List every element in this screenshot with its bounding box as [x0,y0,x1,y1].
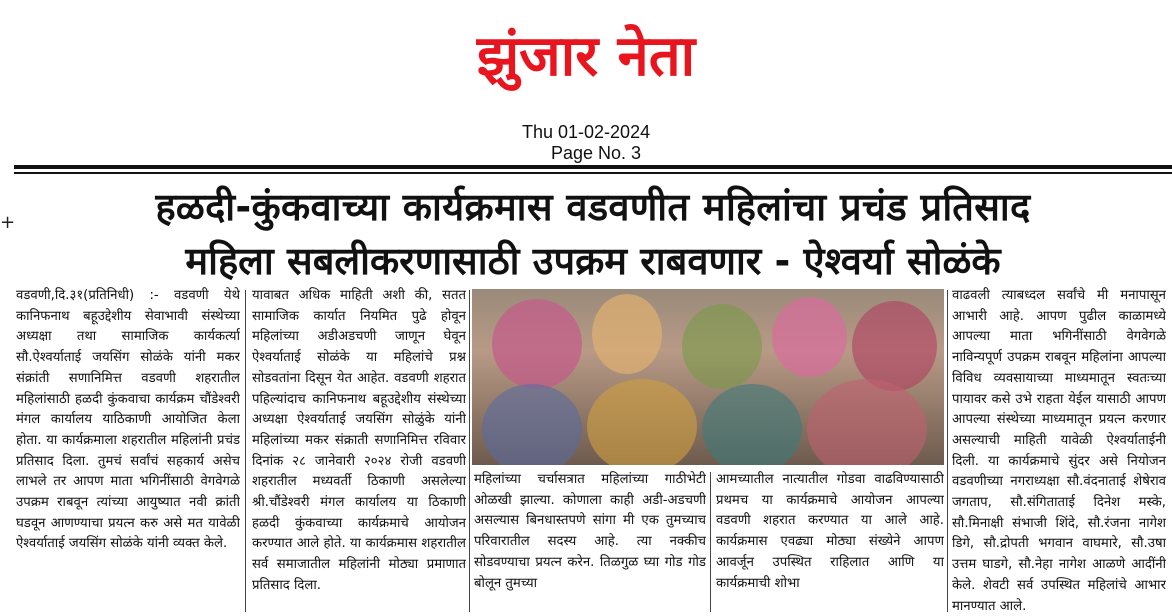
column-divider [469,290,470,612]
event-photo [472,289,944,465]
top-rule-thick [14,165,1172,169]
article-column-5: वाढवली त्याबध्दल सर्वांचे मी मनापासून आभारी आहे. आपण पुढील काळामध्ये आपल्या माता भगिनींसाठी वेगवेगळे नाविन्यपूर्ण उपक्रम राबवून महिलांना आपल्या विविध व्यवसायाच्या माध्यमातून स्वतःच्या पायावर कसे उभे राहता येईल यासाठी आपण आपल्या संस्थेच्या माध्यमातून प्रयत्न करणार असल्याची माहिती यावेळी ऐश्वर्याताईनी दिली. या कार्यक्रमाचे सुंदर असे नियोजन वडवणीच्या नगराध्यक्षा सौ.वंदनाताई शेषेराव जगताप, सौ.संगिताताई दिनेश मस्के, सौ.मिनाक्षी संभाजी शिंदे, सौ.रंजना नागेश डिगे, सौ.द्रोपती भगवान वाघमारे, सौ.उषा उत्तम घाडगे, सौ.नेहा नागेश आळणे आदींनी केले. शेवटी सर्व उपस्थित महिलांचे आभार मानण्यात आले. [952,288,1166,614]
top-rule-thin [14,172,1172,174]
headline: हळदी-कुंकवाच्या कार्यक्रमास वडवणीत महिलांचा प्रचंड प्रतिसाद [155,185,1031,229]
article-column-1: वडवणी,दि.३१(प्रतिनिधी) :- वडवणी येथे कानिफनाथ बहूउद्देशीय सेवाभावी संस्थेच्या अध्यक्षा तथा सामाजिक कार्यकर्त्या सौ.ऐश्वर्याताई जयसिंग सोळंके यांनी मकर संक्रांती सणानिमित्त वडवणी शहरातील महिलांसाठी हळदी कुंकवाचा कार्यक्रम चौंडेश्वरी मंगल कार्यालय याठिकाणी आयोजित केला होता. या कार्यक्रमाला शहरातील महिलांनी प्रचंड प्रतिसाद दिला. तुमचं सर्वांचं सहकार्य असेच लाभले तर आपण माता भगिनींसाठी वेगवेगळे उपक्रम राबवून त्यांच्या आयुष्यात नवी क्रांती घडवून आणण्याचा प्रयत्न करु असे मत यावेळी ऐश्वर्याताई जयसिंग सोळंके यांनी व्यक्त केले. [16,288,240,552]
column-divider [947,290,948,612]
column-divider [245,290,246,612]
crosshair-icon: + [0,212,16,233]
edition-date: Thu 01-02-2024 [522,122,651,142]
article-column-2: यावाबत अधिक माहिती अशी की, सतत सामाजिक कार्यात नियमित पुढे होवून महिलांच्या अडीअडचणी जाणून घेवून ऐश्वर्याताई सोळंके या महिलांचे प्रश्न सोडवतांना दिसून येत आहेत. वडवणी शहरात पहिल्यांदाच कानिफनाथ बहूउद्देशीय संस्थेच्या अध्यक्षा ऐश्वर्याताई जयसिंग सोळुंके यांनी महिलांच्या मकर संक्राती सणानिमित्त रविवार दिनांक २८ जानेवारी २०२४ रोजी वडवणी शहरातील मध्यवर्ती ठिकाणी असलेल्या श्री.चौंडेश्वरी मंगल कार्यालय या ठिकाणी हळदी कुंकवाच्या कार्यक्रमाचे आयोजन करण्यात आले होते. या कार्यक्रमास शहरातील सर्व समाजातील महिलांनी मोठ्या प्रमाणात प्रतिसाद दिला. [252,288,466,593]
article-column-4: आमच्यातील नात्यातील गोडवा वाढविण्यासाठी प्रथमच या कार्यक्रमाचे आयोजन आपल्या वडवणी शहरात करण्यात या आले आहे. कार्यक्रमास एवढ्या मोठ्या संख्येने आपण आवर्जून उपस्थित राहिलात आणि या कार्यक्रमाची शोभा [716,472,944,591]
newspaper-logo: झुंजार नेता [476,24,696,89]
page-number: Page No. 3 [551,143,642,163]
article-column-3: महिलांच्या चर्चासत्रात महिलांच्या गाठीभेटी ओळखी झाल्या. कोणाला काही अडी-अडचणी असल्यास बिनधास्तपणे सांगा मी एक तुमच्याच परिवारातील सदस्य आहे. त्या नक्कीच सोडवण्याचा प्रयत्न करेन. तिळगुळ घ्या गोड गोड बोलून तुमच्या [474,472,706,591]
masthead [0,0,1172,168]
subheadline: महिला सबलीकरणासाठी उपक्रम राबवणार - ऐश्वर्या सोळंके [185,239,1001,283]
column-divider [710,472,711,612]
